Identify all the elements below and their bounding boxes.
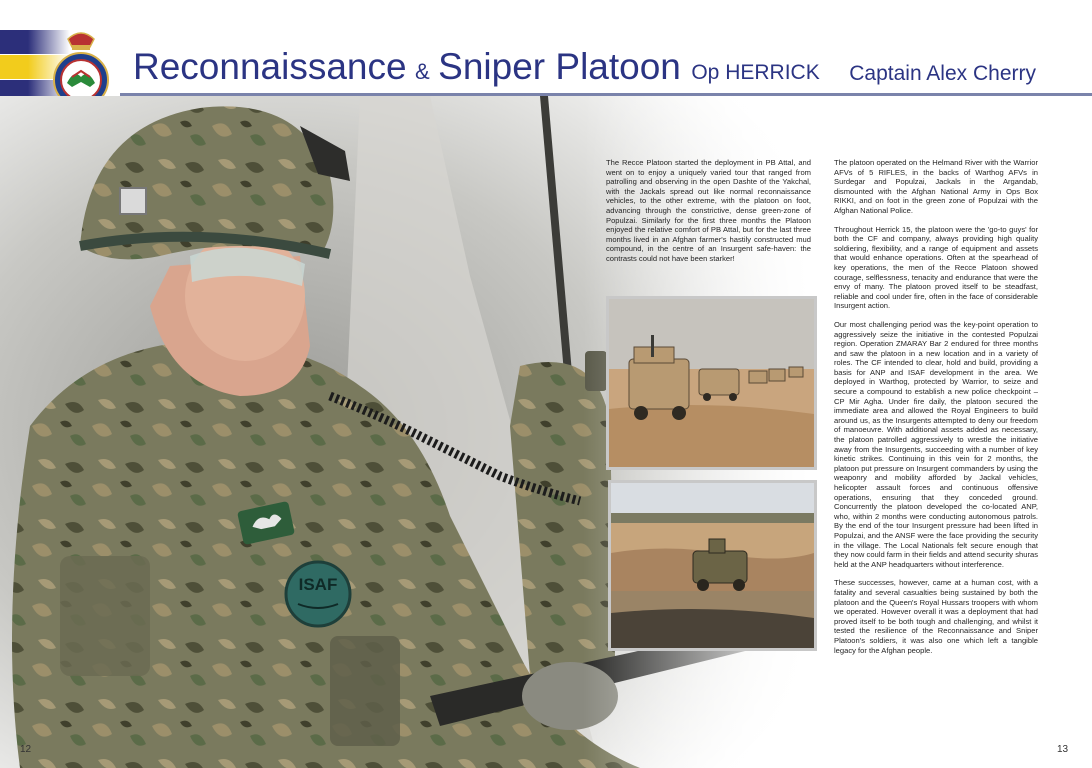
article-column-left bbox=[606, 158, 811, 273]
paragraph: Our most challenging period was the key-point operation to aggressively seize the initiative in the contested Populzai region. Operation ZMARAY Bar 2 endured for three months and saw the platoon in a new location and in a variety of roles. The CF intended to clear, hold and build, providing a basis for ANP and ISAF development in the area. We deployed in Warthog, protected by Warrior, to seize and secure a compound to establish a new police checkpoint – CP Mir Agha. Under fire daily, the platoon secured the immediate area and allowed the Royal Engineers to build around us, as the Insurgents attempted to deny our freedom of manoeuvre. With additional assets added as necessary, the platoon patrolled aggressively to wrestle the initiative away from the Insurgents, succeeding with a number of key kinetic strikes. Continuing in this vein for 2 months, the platoon put pressure on Insurgent commanders by using the weaponry and mobility afforded by Jackal vehicles, helicopter assault forces and continuous offensive operations, ensuring that they conceded ground. Concurrently the platoon developed the co-located ANP, who, within 2 months were conducting autonomous patrols. By the end of the tour Insurgent pressure had been lifted in Populzai, and the ANSF were the face providing the security in the village. The Local Nationals felt secure enough that they now could farm in their fields and attend security shuras held at the ANP headquarters without interference. bbox=[834, 319, 1038, 569]
page-number-left: 12 bbox=[20, 744, 32, 755]
title-part1: Reconnaissance bbox=[133, 46, 407, 87]
title-operation: Op HERRICK bbox=[691, 61, 820, 84]
paragraph: The platoon operated on the Helmand River with the Warrior AFVs of 5 RIFLES, in the backs of Warthog AFVs in Surdegar and Populzai, Jackals in the Argandab, dismounted with the Afghan National Army in Ops Box RIKKI, and on foot in the green zone of Populzai with the Afghan National Police. bbox=[834, 158, 1038, 215]
page-title bbox=[133, 46, 820, 88]
page-number-right: 13 bbox=[1057, 744, 1069, 755]
article-column-right bbox=[834, 158, 1038, 664]
paragraph: These successes, however, came at a human cost, with a fatality and several casualties being sustained by both the platoon and the Queen's Royal Hussars troopers with whom we operated. However overall it was a deployment that had proved itself to be both tough and challenging, and whilst it tested the resilience of the Reconnaissance and Sniper Platoon's soldiers, it was also one which left a tangible legacy for the Afghan people. bbox=[834, 578, 1038, 655]
inset-photo-jackal bbox=[608, 480, 817, 651]
author-name: Captain Alex Cherry bbox=[849, 62, 1036, 85]
paragraph: The Recce Platoon started the deployment in PB Attal, and went on to enjoy a uniquely varied tour that ranged from patrolling and observing in the open Dashte of the Yakchal, with the Jackals spread out like normal reconnaissance vehicles, to the other extreme, with the platoon on foot, advancing through the constrictive, dense green-zone of Populzai. Similarly for the first three months the Platoon enjoyed the relative comfort of PB Attal, but for the last three months lived in an Afghan farmer's hastily constructed mud compound, in the centre of an Insurgent safe-haven: the contrasts could not have been starker! bbox=[606, 158, 811, 263]
title-part2: Sniper Platoon bbox=[438, 46, 681, 87]
paragraph: Throughout Herrick 15, the platoon were the 'go-to guys' for both the CF and company, always providing high quality soldiering, flexibility, and a range of equipment and assets that would enhance operations. Often at the spearhead of key operations, the men of the Recce Platoon showed courage, selflessness, tenacity and endurance that were the envy of many. The platoon proved itself to be steadfast, reliable and cool under fire, often in the face of considerable Insurgent action. bbox=[834, 224, 1038, 311]
inset-photo-convoy bbox=[606, 296, 817, 470]
title-ampersand: & bbox=[415, 59, 430, 84]
